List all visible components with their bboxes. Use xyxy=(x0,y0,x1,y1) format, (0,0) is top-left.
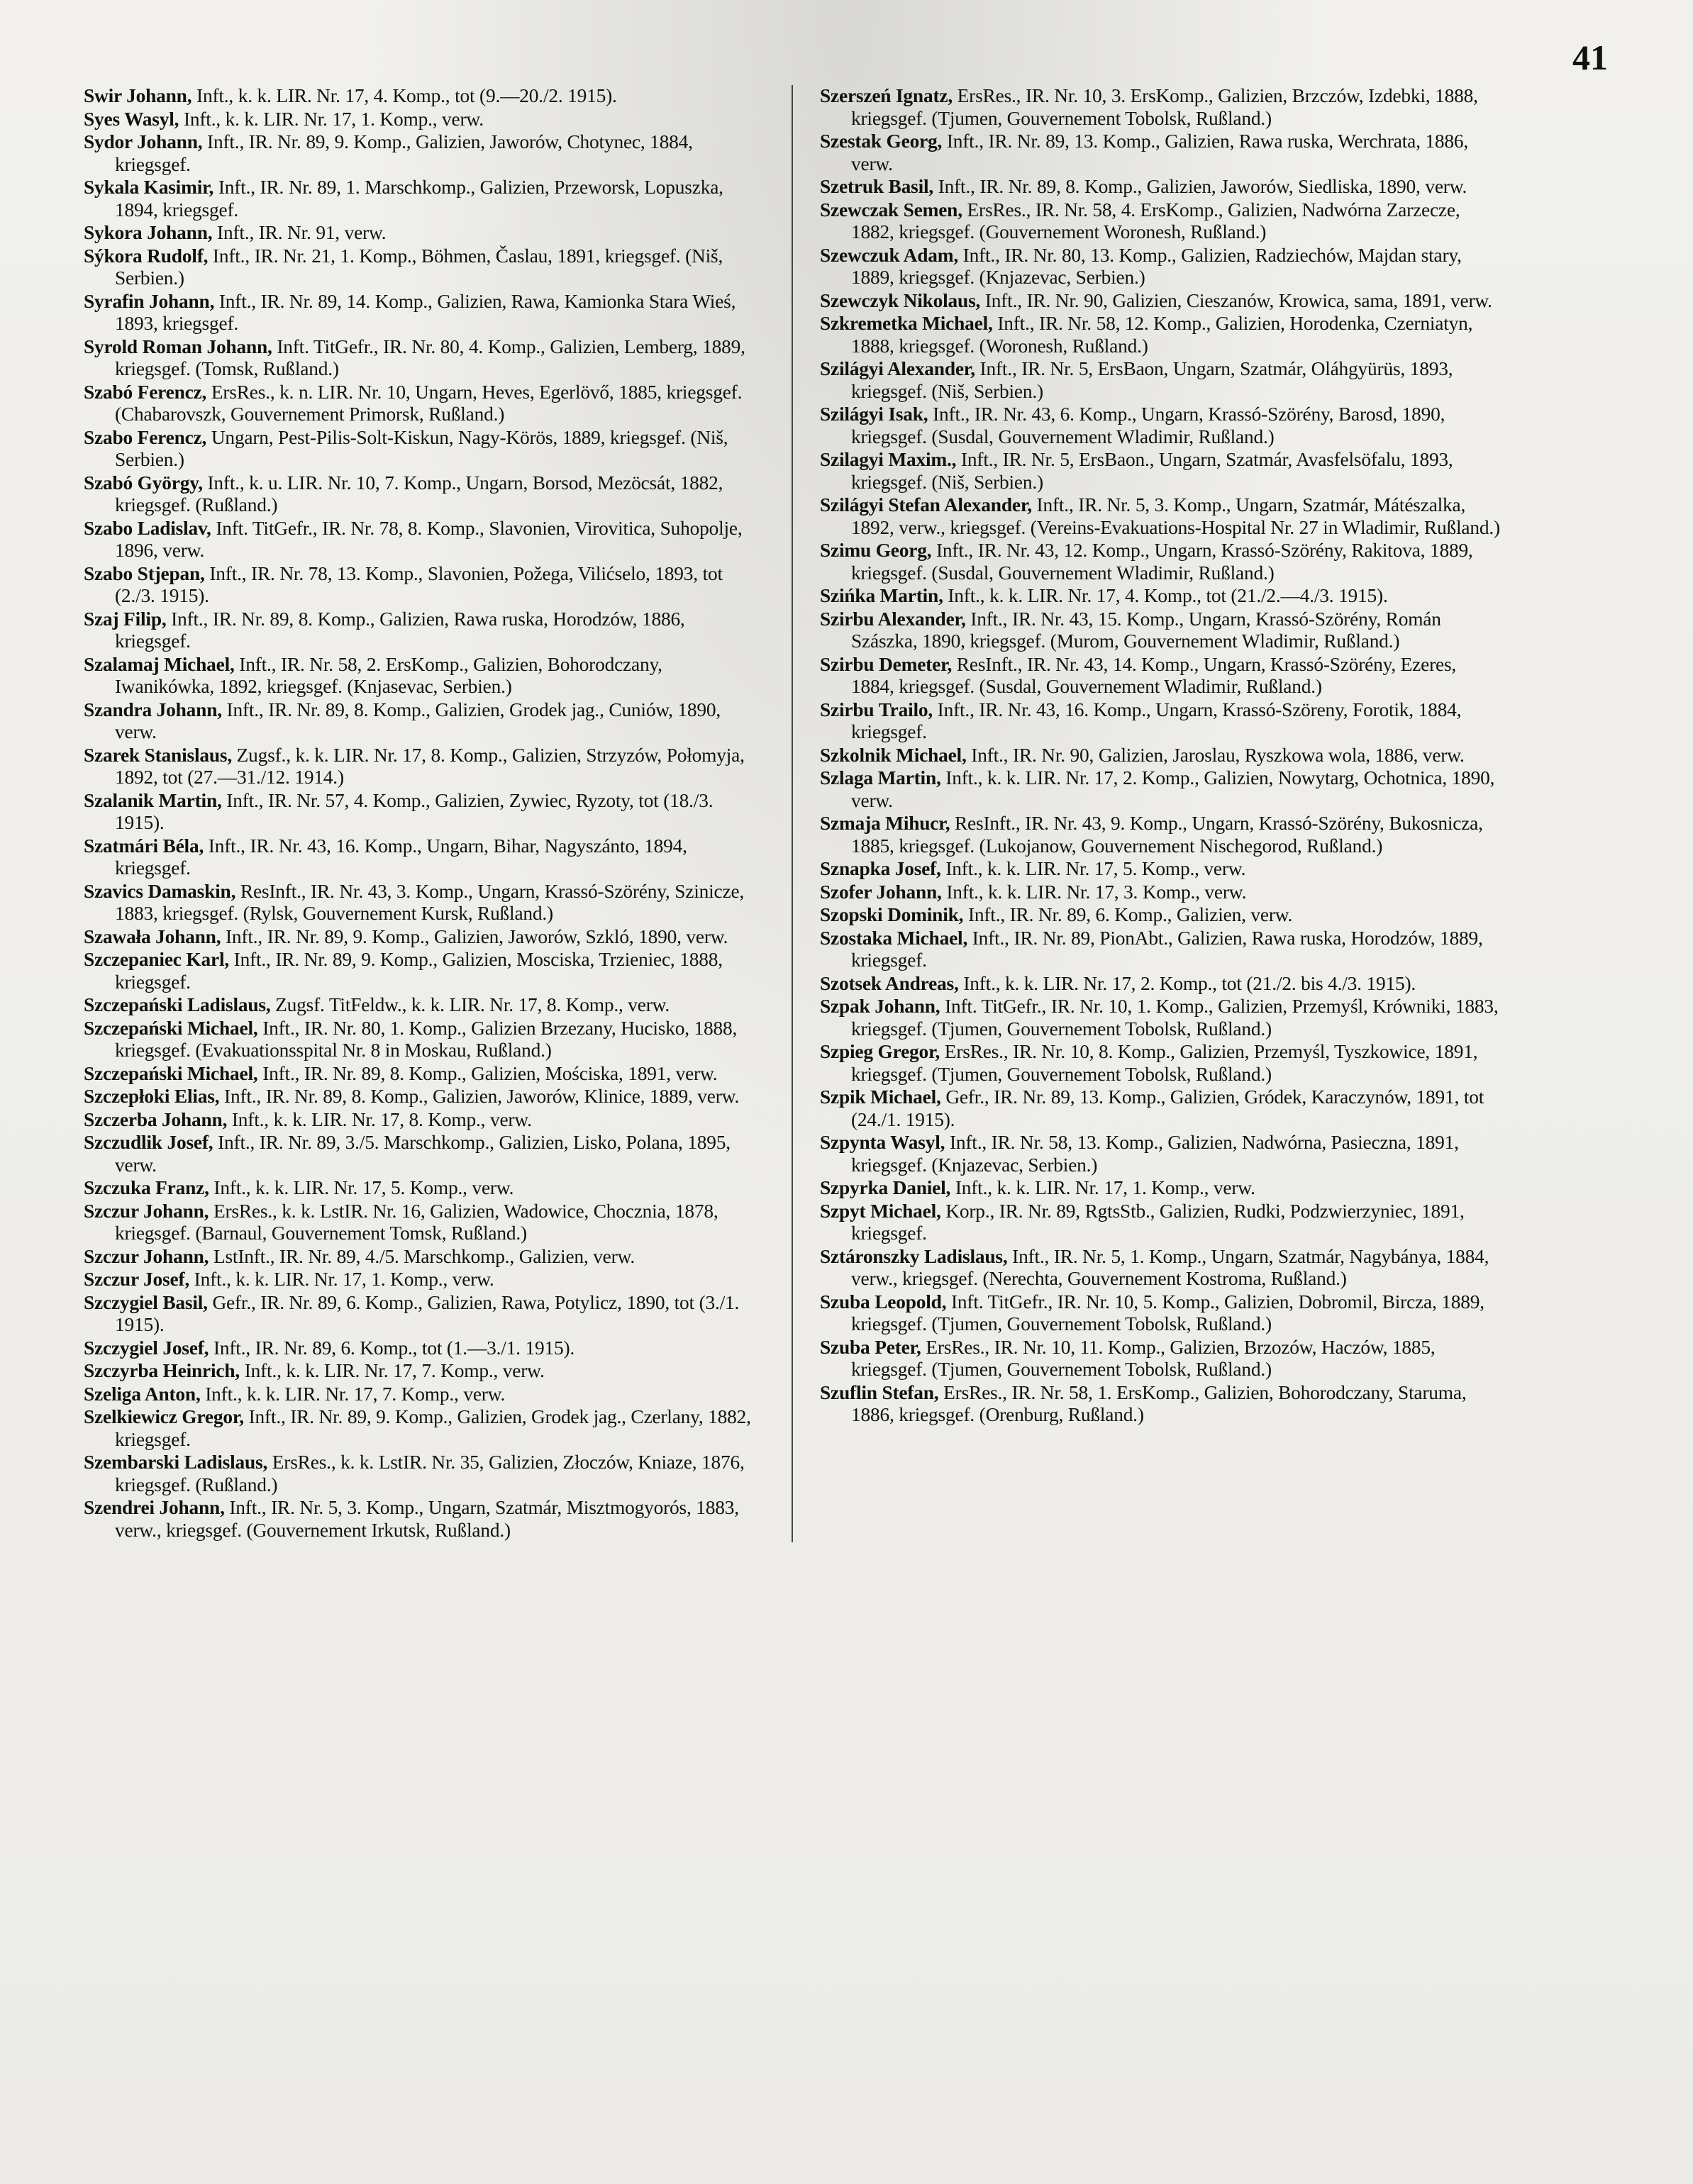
entry-name: Szpieg Gregor, xyxy=(820,1041,940,1062)
entry-name: Szimu Georg, xyxy=(820,540,932,561)
entry-details: Inft., IR. Nr. 89, 8. Komp., Galizien, Jaworów, Siedliska, 1890, verw. xyxy=(933,176,1467,197)
entry-details: Inft., IR. Nr. 43, 16. Komp., Ungarn, Bihar, Nagyszánto, 1894, kriegsgef. xyxy=(115,835,687,879)
entry-name: Szotsek Andreas, xyxy=(820,972,959,994)
list-entry xyxy=(84,949,765,993)
list-entry xyxy=(84,1018,765,1062)
entry-details: Zugsf., k. k. LIR. Nr. 17, 8. Komp., Galizien, Strzyzów, Połomyja, 1892, tot (27.—31./12. 1914.) xyxy=(115,744,745,788)
entry-details: Inft., IR. Nr. 89, 9. Komp., Galizien, Mosciska, Trzieniec, 1888, kriegsgef. xyxy=(115,949,723,993)
list-entry xyxy=(84,1200,765,1245)
entry-name: Syrafin Johann, xyxy=(84,290,215,312)
list-entry xyxy=(84,518,765,562)
list-entry xyxy=(84,563,765,608)
entry-name: Szembarski Ladislaus, xyxy=(84,1452,268,1473)
list-entry xyxy=(820,245,1502,289)
list-entry xyxy=(820,1246,1502,1291)
entry-name: Szirbu Alexander, xyxy=(820,608,966,630)
list-entry xyxy=(84,745,765,789)
list-entry xyxy=(84,1086,765,1108)
list-entry xyxy=(820,904,1502,927)
list-entry xyxy=(820,494,1502,539)
entry-details: Inft., k. k. LIR. Nr. 17, 2. Komp., tot (21./2. bis 4./3. 1915). xyxy=(958,972,1416,994)
entry-details: Inft., k. k. LIR. Nr. 17, 5. Komp., verw. xyxy=(209,1177,514,1198)
entry-name: Szuba Peter, xyxy=(820,1336,921,1358)
entry-name: Szabó Ferencz, xyxy=(84,381,207,403)
entry-name: Sykala Kasimir, xyxy=(84,177,214,198)
entry-name: Sykora Johann, xyxy=(84,222,213,243)
list-entry xyxy=(84,1452,765,1496)
list-entry xyxy=(820,199,1502,244)
list-entry xyxy=(820,1132,1502,1176)
entry-details: Inft., IR. Nr. 90, Galizien, Jaroslau, Ryszkowa wola, 1886, verw. xyxy=(966,744,1465,766)
list-entry xyxy=(84,85,765,108)
entry-name: Szandra Johann, xyxy=(84,698,222,720)
entry-name: Szuba Leopold, xyxy=(820,1291,947,1313)
entry-details: Inft., k. k. LIR. Nr. 17, 1. Komp., verw. xyxy=(179,108,484,130)
list-entry xyxy=(820,881,1502,904)
list-entry xyxy=(84,1246,765,1269)
entry-details: Inft., IR. Nr. 89, 14. Komp., Galizien, Rawa, Kamionka Stara Wieś, 1893, kriegsgef. xyxy=(115,290,736,334)
list-entry xyxy=(84,1109,765,1132)
entry-details: Inft., k. k. LIR. Nr. 17, 3. Komp., verw. xyxy=(941,881,1247,903)
entry-name: Szczygiel Josef, xyxy=(84,1337,209,1359)
entry-details: ErsRes., IR. Nr. 58, 1. ErsKomp., Galizien, Bohorodczany, Staruma, 1886, kriegsgef. (Orenburg, Rußland.) xyxy=(851,1381,1467,1425)
entry-details: Inft., IR. Nr. 5, 3. Komp., Ungarn, Szatmár, Misztmogyorós, 1883, verw., kriegsgef. (Gouvernement Irkutsk, Rußland.) xyxy=(115,1497,739,1541)
entry-details: Inft., IR. Nr. 57, 4. Komp., Galizien, Zywiec, Ryzoty, tot (18./3. 1915). xyxy=(115,789,714,833)
entry-details: Gefr., IR. Nr. 89, 6. Komp., Galizien, Rawa, Potylicz, 1890, tot (3./1. 1915). xyxy=(115,1291,740,1335)
entry-details: Inft., IR. Nr. 91, verw. xyxy=(212,222,387,243)
entry-name: Szabo Stjepan, xyxy=(84,562,205,584)
list-entry xyxy=(820,585,1502,608)
entry-details: Inft., IR. Nr. 5, 3. Komp., Ungarn, Szatmár, Mátészalka, 1892, verw., kriegsgef. (Vereins-Evakuations-Hospital Nr. 27 in Wladimir, Rußland.) xyxy=(851,494,1500,538)
entry-details: Inft., IR. Nr. 43, 16. Komp., Ungarn, Krassó-Szöreny, Forotik, 1884, kriegsgef. xyxy=(851,698,1462,742)
list-entry xyxy=(820,1177,1502,1200)
entry-name: Szczudlik Josef, xyxy=(84,1132,213,1153)
entry-details: Inft., IR. Nr. 89, 9. Komp., Galizien, Jaworów, Chotynec, 1884, kriegsgef. xyxy=(115,131,693,175)
entry-details: LstInft., IR. Nr. 89, 4./5. Marschkomp., Galizien, verw. xyxy=(209,1245,635,1267)
list-entry xyxy=(820,1041,1502,1086)
entry-name: Szirbu Trailo, xyxy=(820,698,933,720)
list-entry xyxy=(820,358,1502,403)
entry-name: Szpyt Michael, xyxy=(820,1200,941,1222)
list-entry xyxy=(84,1132,765,1176)
entry-name: Szerszeń Ignatz, xyxy=(820,85,953,106)
entry-name: Szkolnik Michael, xyxy=(820,744,967,766)
list-entry xyxy=(820,699,1502,744)
list-entry xyxy=(820,767,1502,812)
list-entry xyxy=(84,1497,765,1542)
list-entry xyxy=(820,540,1502,584)
list-entry xyxy=(84,131,765,176)
list-entry xyxy=(820,403,1502,448)
entry-details: Inft. TitGefr., IR. Nr. 78, 8. Komp., Slavonien, Virovitica, Suhopolje, 1896, verw. xyxy=(115,517,743,561)
entry-name: Szczerba Johann, xyxy=(84,1108,228,1130)
list-entry xyxy=(84,108,765,131)
list-entry xyxy=(820,449,1502,494)
entry-details: ErsRes., IR. Nr. 10, 8. Komp., Galizien, Przemyśl, Tyszkowice, 1891, kriegsgef. (Tjumen, Gouvernement Tobolsk, Rußland.) xyxy=(851,1041,1478,1085)
entry-name: Szopski Dominik, xyxy=(820,904,964,925)
entry-name: Szalamaj Michael, xyxy=(84,653,235,675)
entry-details: Gefr., IR. Nr. 89, 13. Komp., Galizien, Gródek, Karaczynów, 1891, tot (24./1. 1915). xyxy=(851,1086,1484,1130)
list-entry xyxy=(84,608,765,653)
entry-details: Inft., k. k. LIR. Nr. 17, 7. Komp., verw. xyxy=(240,1360,545,1381)
list-entry xyxy=(84,177,765,221)
entry-name: Szilágyi Stefan Alexander, xyxy=(820,494,1032,516)
entry-name: Szilágyi Alexander, xyxy=(820,358,975,379)
list-entry xyxy=(84,245,765,290)
entry-name: Szczur Johann, xyxy=(84,1200,209,1222)
list-entry xyxy=(820,176,1502,199)
entry-name: Szewczuk Adam, xyxy=(820,244,959,266)
entry-name: Szilágyi Isak, xyxy=(820,403,928,425)
list-entry xyxy=(820,130,1502,175)
entry-details: Inft., IR. Nr. 89, 6. Komp., Galizien, verw. xyxy=(963,904,1293,925)
entry-name: Szczur Josef, xyxy=(84,1269,190,1290)
entry-name: Sýkora Rudolf, xyxy=(84,245,209,267)
entry-name: Szendrei Johann, xyxy=(84,1497,225,1518)
list-entry xyxy=(84,1337,765,1360)
list-entry xyxy=(820,1291,1502,1336)
entry-name: Szatmári Béla, xyxy=(84,835,204,857)
list-entry xyxy=(84,1292,765,1337)
entry-name: Szlaga Martin, xyxy=(820,767,941,789)
entry-name: Szpak Johann, xyxy=(820,996,940,1017)
entry-details: Korp., IR. Nr. 89, RgtsStb., Galizien, Rudki, Podzwierzyniec, 1891, kriegsgef. xyxy=(851,1200,1465,1244)
entry-details: Inft., IR. Nr. 89, 3./5. Marschkomp., Galizien, Lisko, Polana, 1895, verw. xyxy=(115,1132,731,1176)
entry-name: Szelkiewicz Gregor, xyxy=(84,1406,244,1427)
entry-details: Inft., IR. Nr. 89, 9. Komp., Galizien, Grodek jag., Czerlany, 1882, kriegsgef. xyxy=(115,1406,751,1450)
entry-details: Inft. TitGefr., IR. Nr. 80, 4. Komp., Galizien, Lemberg, 1889, kriegsgef. (Tomsk, Rußland.) xyxy=(115,335,745,379)
entry-name: Szewczyk Nikolaus, xyxy=(820,289,981,311)
entry-name: Szczepański Michael, xyxy=(84,1062,258,1084)
entry-name: Szostaka Michael, xyxy=(820,927,968,949)
list-entry xyxy=(820,1086,1502,1131)
entry-details: Inft., IR. Nr. 58, 13. Komp., Galizien, Nadwórna, Pasieczna, 1891, kriegsgef. (Knjazevac, Serbien.) xyxy=(851,1132,1459,1176)
list-entry xyxy=(820,1382,1502,1427)
entry-details: Inft., k. k. LIR. Nr. 17, 4. Komp., tot (9.—20./2. 1915). xyxy=(191,85,617,106)
list-entry xyxy=(84,1063,765,1086)
entry-name: Szczur Johann, xyxy=(84,1245,209,1267)
list-entry xyxy=(84,1177,765,1200)
entry-details: Ungarn, Pest-Pilis-Solt-Kiskun, Nagy-Körös, 1889, kriegsgef. (Niš, Serbien.) xyxy=(115,426,728,470)
entry-details: Inft., IR. Nr. 58, 2. ErsKomp., Galizien, Bohorodczany, Iwanikówka, 1892, kriegsgef. (Knjasevac, Serbien.) xyxy=(115,653,662,697)
left-column xyxy=(84,85,793,1542)
entry-details: ErsRes., IR. Nr. 10, 11. Komp., Galizien, Brzozów, Haczów, 1885, kriegsgef. (Tjumen, Gouvernement Tobolsk, Rußland.) xyxy=(851,1336,1436,1380)
list-entry xyxy=(84,1360,765,1383)
list-entry xyxy=(84,291,765,335)
entry-name: Szestak Georg, xyxy=(820,130,943,152)
list-entry xyxy=(84,790,765,835)
right-column xyxy=(793,85,1502,1542)
list-entry xyxy=(820,973,1502,996)
entry-details: Inft., IR. Nr. 5, 1. Komp., Ungarn, Szatmár, Nagybánya, 1884, verw., kriegsgef. (Nerechta, Gouvernement Kostroma, Rußland.) xyxy=(851,1245,1489,1289)
list-entry xyxy=(820,813,1502,857)
entry-details: Inft., IR. Nr. 89, PionAbt., Galizien, Rawa ruska, Horodzów, 1889, kriegsgef. xyxy=(851,927,1483,971)
two-column-body xyxy=(84,85,1524,1542)
entry-details: ErsRes., IR. Nr. 10, 3. ErsKomp., Galizien, Brzczów, Izdebki, 1888, kriegsgef. (Tjumen, Gouvernement Tobolsk, Rußland.) xyxy=(851,85,1478,129)
entry-details: Inft., k. k. LIR. Nr. 17, 2. Komp., Galizien, Nowytarg, Ochotnica, 1890, verw. xyxy=(851,767,1495,811)
entry-name: Szuflin Stefan, xyxy=(820,1381,939,1403)
list-entry xyxy=(820,745,1502,767)
list-entry xyxy=(84,654,765,698)
entry-details: ResInft., IR. Nr. 43, 14. Komp., Ungarn, Krassó-Szörény, Ezeres, 1884, kriegsgef. (Susdal, Gouvernement Wladimir, Rußland.) xyxy=(851,653,1457,697)
entry-details: Inft. TitGefr., IR. Nr. 10, 1. Komp., Galizien, Przemyśl, Krówniki, 1883, kriegsgef. (Tjumen, Gouvernement Tobolsk, Rußland.) xyxy=(851,996,1499,1040)
entry-details: Zugsf. TitFeldw., k. k. LIR. Nr. 17, 8. Komp., verw. xyxy=(270,994,670,1015)
entry-details: Inft., IR. Nr. 89, 8. Komp., Galizien, Mościska, 1891, verw. xyxy=(257,1062,718,1084)
list-entry xyxy=(820,996,1502,1040)
list-entry xyxy=(84,994,765,1017)
entry-details: Inft., IR. Nr. 89, 9. Komp., Galizien, Jaworów, Szkló, 1890, verw. xyxy=(221,925,728,947)
entry-details: Inft., IR. Nr. 5, ErsBaon., Ungarn, Szatmár, Avasfelsöfalu, 1893, kriegsgef. (Niš, Serbien.) xyxy=(851,449,1453,493)
entry-name: Szeliga Anton, xyxy=(84,1383,201,1405)
entry-name: Szczyrba Heinrich, xyxy=(84,1360,240,1381)
entry-name: Szetruk Basil, xyxy=(820,176,934,197)
entry-name: Sztáronszky Ladislaus, xyxy=(820,1245,1008,1267)
list-entry xyxy=(820,608,1502,653)
list-entry xyxy=(820,290,1502,313)
entry-name: Sznapka Josef, xyxy=(820,858,941,879)
entry-name: Syes Wasyl, xyxy=(84,108,179,130)
entry-name: Szpyrka Daniel, xyxy=(820,1177,951,1198)
page-number: 41 xyxy=(1572,38,1608,77)
entry-name: Szalanik Martin, xyxy=(84,789,222,811)
entry-details: Inft., IR. Nr. 80, 1. Komp., Galizien Brzezany, Hucisko, 1888, kriegsgef. (Evakuationsspital Nr. 8 in Moskau, Rußland.) xyxy=(115,1017,738,1061)
entry-name: Szilagyi Maxim., xyxy=(820,449,957,470)
entry-details: Inft., IR. Nr. 43, 12. Komp., Ungarn, Krassó-Szörény, Rakitova, 1889, kriegsgef. (Susdal, Gouvernement Wladimir, Rußland.) xyxy=(851,540,1473,584)
entry-details: Inft., IR. Nr. 89, 13. Komp., Galizien, Rawa ruska, Werchrata, 1886, verw. xyxy=(851,130,1469,174)
list-entry xyxy=(820,1200,1502,1245)
list-entry xyxy=(820,858,1502,881)
entry-name: Szabó György, xyxy=(84,472,203,494)
list-entry xyxy=(84,336,765,381)
entry-name: Swir Johann, xyxy=(84,85,192,106)
list-entry xyxy=(84,1269,765,1291)
entry-details: ErsRes., k. n. LIR. Nr. 10, Ungarn, Heves, Egerlövő, 1885, kriegsgef. (Chabarovszk, Gouvernement Primorsk, Rußland.) xyxy=(115,381,743,425)
entry-details: ErsRes., IR. Nr. 58, 4. ErsKomp., Galizien, Nadwórna Zarzecze, 1882, kriegsgef. (Gouvernement Woronesh, Rußland.) xyxy=(851,199,1460,243)
list-entry xyxy=(84,881,765,925)
entry-name: Szawała Johann, xyxy=(84,925,221,947)
entry-name: Szińka Martin, xyxy=(820,585,943,606)
entry-details: ResInft., IR. Nr. 43, 9. Komp., Ungarn, Krassó-Szörény, Bukosnicza, 1885, kriegsgef. (Lukojanow, Gouvernement Nischegorod, Rußland.) xyxy=(851,813,1483,857)
list-entry xyxy=(820,1337,1502,1381)
entry-details: Inft., IR. Nr. 89, 1. Marschkomp., Galizien, Przeworsk, Lopuszka, 1894, kriegsgef. xyxy=(115,177,723,221)
entry-details: Inft., k. k. LIR. Nr. 17, 1. Komp., verw. xyxy=(950,1177,1255,1198)
entry-name: Szewczak Semen, xyxy=(820,199,962,221)
list-entry xyxy=(84,222,765,245)
list-entry xyxy=(84,427,765,472)
entry-details: Inft., IR. Nr. 90, Galizien, Cieszanów, Krowica, sama, 1891, verw. xyxy=(980,289,1492,311)
entry-details: Inft., k. k. LIR. Nr. 17, 8. Komp., verw. xyxy=(227,1108,532,1130)
entry-name: Szofer Johann, xyxy=(820,881,942,903)
list-entry xyxy=(820,313,1502,357)
entry-name: Szaj Filip, xyxy=(84,608,167,630)
entry-details: Inft., IR. Nr. 5, ErsBaon, Ungarn, Szatmár, Oláhgyürüs, 1893, kriegsgef. (Niš, Serbien.) xyxy=(851,358,1453,402)
entry-details: Inft., IR. Nr. 43, 6. Komp., Ungarn, Krassó-Szörény, Barosd, 1890, kriegsgef. (Susdal, Gouvernement Wladimir, Rußland.) xyxy=(851,403,1445,447)
entry-details: Inft., IR. Nr. 43, 15. Komp., Ungarn, Krassó-Szörény, Román Szászka, 1890, kriegsgef. (Murom, Gouvernement Wladimir, Rußland.) xyxy=(851,608,1441,652)
entry-details: Inft. TitGefr., IR. Nr. 10, 5. Komp., Galizien, Dobromil, Bircza, 1889, kriegsgef. (Tjumen, Gouvernement Tobolsk, Rußland.) xyxy=(851,1291,1484,1335)
entry-name: Szczuka Franz, xyxy=(84,1177,209,1198)
entry-name: Szavics Damaskin, xyxy=(84,880,236,902)
list-entry xyxy=(820,85,1502,130)
entry-details: ErsRes., k. k. LstIR. Nr. 16, Galizien, Wadowice, Chocznia, 1878, kriegsgef. (Barnaul, Gouvernement Tomsk, Rußland.) xyxy=(115,1200,718,1244)
entry-name: Szkremetka Michael, xyxy=(820,313,993,334)
entry-details: Inft., k. k. LIR. Nr. 17, 5. Komp., verw. xyxy=(940,858,1246,879)
entry-name: Szirbu Demeter, xyxy=(820,653,953,675)
entry-details: Inft., k. u. LIR. Nr. 10, 7. Komp., Ungarn, Borsod, Mezöcsát, 1882, kriegsgef. (Rußland.) xyxy=(115,472,723,516)
list-entry xyxy=(84,926,765,949)
entry-name: Szczepański Ladislaus, xyxy=(84,994,271,1015)
entry-details: Inft., IR. Nr. 89, 8. Komp., Galizien, Rawa ruska, Horodzów, 1886, kriegsgef. xyxy=(115,608,685,652)
list-entry xyxy=(84,1383,765,1406)
list-entry xyxy=(820,927,1502,972)
entry-details: Inft., IR. Nr. 89, 6. Komp., tot (1.—3./1. 1915). xyxy=(209,1337,575,1359)
entry-details: Inft., k. k. LIR. Nr. 17, 7. Komp., verw. xyxy=(200,1383,506,1405)
entry-name: Szczepaniec Karl, xyxy=(84,949,230,970)
entry-name: Szpynta Wasyl, xyxy=(820,1132,945,1153)
entry-name: Sydor Johann, xyxy=(84,131,203,152)
entry-name: Szabo Ferencz, xyxy=(84,426,207,448)
entry-details: ResInft., IR. Nr. 43, 3. Komp., Ungarn, Krassó-Szörény, Szinicze, 1883, kriegsgef. (Rylsk, Gouvernement Kursk, Rußland.) xyxy=(115,880,745,924)
entry-name: Szczepłoki Elias, xyxy=(84,1086,220,1107)
list-entry xyxy=(84,472,765,517)
entry-name: Szpik Michael, xyxy=(820,1086,941,1108)
entry-name: Szarek Stanislaus, xyxy=(84,744,232,766)
list-entry xyxy=(820,654,1502,698)
entry-details: Inft., IR. Nr. 80, 13. Komp., Galizien, Radziechów, Majdan stary, 1889, kriegsgef. (Knjazevac, Serbien.) xyxy=(851,244,1462,288)
entry-name: Szabo Ladislav, xyxy=(84,517,211,539)
list-entry xyxy=(84,1406,765,1451)
entry-details: Inft., IR. Nr. 89, 8. Komp., Galizien, Grodek jag., Cuniów, 1890, verw. xyxy=(115,698,721,742)
list-entry xyxy=(84,381,765,426)
entry-name: Szczepański Michael, xyxy=(84,1017,258,1039)
entry-name: Szczygiel Basil, xyxy=(84,1291,208,1313)
entry-details: Inft., IR. Nr. 21, 1. Komp., Böhmen, Časlau, 1891, kriegsgef. (Niš, Serbien.) xyxy=(115,245,723,289)
entry-details: ErsRes., k. k. LstIR. Nr. 35, Galizien, Złoczów, Kniaze, 1876, kriegsgef. (Rußland.) xyxy=(115,1452,745,1495)
entry-details: Inft., k. k. LIR. Nr. 17, 4. Komp., tot (21./2.—4./3. 1915). xyxy=(943,585,1388,606)
entry-details: Inft., IR. Nr. 58, 12. Komp., Galizien, Horodenka, Czerniatyn, 1888, kriegsgef. (Woronesh, Rußland.) xyxy=(851,313,1473,357)
entry-details: Inft., IR. Nr. 89, 8. Komp., Galizien, Jaworów, Klinice, 1889, verw. xyxy=(219,1086,740,1107)
list-entry xyxy=(84,699,765,744)
list-entry xyxy=(84,835,765,880)
entry-name: Syrold Roman Johann, xyxy=(84,335,272,357)
entry-details: Inft., k. k. LIR. Nr. 17, 1. Komp., verw. xyxy=(189,1269,494,1290)
entry-details: Inft., IR. Nr. 78, 13. Komp., Slavonien, Požega, Vilićselo, 1893, tot (2./3. 1915). xyxy=(115,562,723,606)
entry-name: Szmaja Mihucr, xyxy=(820,813,950,834)
